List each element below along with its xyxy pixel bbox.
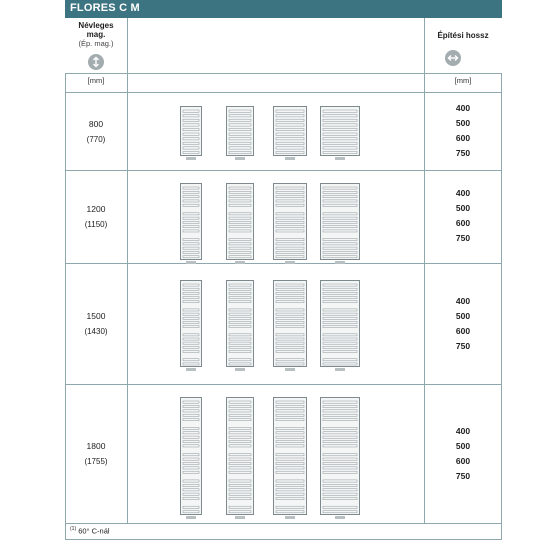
unit-right: [mm] — [454, 76, 472, 85]
size-value: 500 — [455, 311, 471, 321]
build-height: (1430) — [84, 327, 108, 336]
towel-radiator-drawing — [226, 280, 254, 367]
size-value: 750 — [455, 148, 471, 158]
radiator-dimension-mark — [186, 516, 196, 519]
header-label-line3: (Ép. mag.) — [78, 39, 114, 48]
towel-radiator-drawing — [226, 106, 254, 156]
towel-radiator-drawing — [320, 106, 360, 156]
radiator-dimension-mark — [235, 368, 245, 371]
size-list — [424, 424, 502, 484]
radiator-dimension-mark — [335, 157, 345, 160]
radiator-dimension-mark — [335, 516, 345, 519]
build-height: (770) — [86, 135, 106, 144]
row-divider — [65, 73, 502, 74]
column-divider-left — [127, 18, 128, 523]
radiator-dimension-mark — [285, 516, 295, 519]
vertical-arrows-icon — [88, 54, 104, 70]
towel-radiator-drawing — [180, 397, 202, 515]
towel-radiator-drawing — [273, 397, 307, 515]
radiator-dimension-mark — [186, 157, 196, 160]
header-build-length — [424, 18, 502, 73]
size-value: 500 — [455, 118, 471, 128]
row-divider — [65, 263, 502, 264]
towel-radiator-drawing — [226, 183, 254, 260]
size-value: 500 — [455, 203, 471, 213]
build-height: (1755) — [84, 457, 108, 466]
radiator-dimension-mark — [235, 157, 245, 160]
radiator-dimension-mark — [285, 157, 295, 160]
size-value: 400 — [455, 188, 471, 198]
size-value: 750 — [455, 233, 471, 243]
footnote-text: 60° C-nál — [76, 526, 110, 536]
radiator-dimension-mark — [285, 368, 295, 371]
size-value: 500 — [455, 441, 471, 451]
size-list — [424, 294, 502, 354]
towel-radiator-drawing — [226, 397, 254, 515]
size-list — [424, 186, 502, 246]
towel-radiator-drawing — [180, 280, 202, 367]
size-value: 600 — [455, 456, 471, 466]
radiator-dimension-mark — [235, 261, 245, 264]
towel-radiator-drawing — [180, 183, 202, 260]
product-title: FLORES C M — [70, 2, 140, 14]
row-height-800 — [65, 116, 127, 148]
towel-radiator-drawing — [320, 397, 360, 515]
radiator-dimension-mark — [186, 261, 196, 264]
towel-radiator-drawing — [273, 183, 307, 260]
header-label-line2: mag. — [86, 30, 106, 39]
unit-left: [mm] — [87, 76, 105, 85]
nominal-height: 1800 — [86, 441, 106, 451]
towel-radiator-drawing — [180, 106, 202, 156]
size-value: 750 — [455, 341, 471, 351]
horizontal-arrows-icon — [445, 50, 461, 66]
towel-radiator-drawing — [320, 183, 360, 260]
footnote — [70, 526, 110, 536]
size-value: 400 — [455, 426, 471, 436]
radiator-dimension-mark — [235, 516, 245, 519]
row-height-1200 — [65, 201, 127, 233]
towel-radiator-drawing — [320, 280, 360, 367]
size-value: 600 — [455, 326, 471, 336]
towel-radiator-drawing — [273, 280, 307, 367]
size-list — [424, 101, 502, 161]
nominal-height: 800 — [88, 119, 104, 129]
size-value: 600 — [455, 133, 471, 143]
row-divider — [65, 384, 502, 385]
size-value: 600 — [455, 218, 471, 228]
size-value: 400 — [455, 296, 471, 306]
title-bar — [65, 0, 502, 18]
row-divider — [65, 170, 502, 171]
nominal-height: 1500 — [86, 311, 106, 321]
towel-radiator-drawing — [273, 106, 307, 156]
row-height-1800 — [65, 438, 127, 470]
header-label-line1: Névleges — [78, 21, 114, 30]
radiator-dimension-mark — [335, 261, 345, 264]
size-value: 750 — [455, 471, 471, 481]
header-right-label: Építési hossz — [437, 31, 489, 40]
radiator-dimension-mark — [186, 368, 196, 371]
footnote-mark: (1) — [70, 526, 77, 532]
radiator-dimension-mark — [285, 261, 295, 264]
nominal-height: 1200 — [86, 204, 106, 214]
size-value: 400 — [455, 103, 471, 113]
row-height-1500 — [65, 308, 127, 340]
row-divider — [65, 92, 502, 93]
build-height: (1150) — [84, 220, 108, 229]
row-divider — [65, 523, 502, 524]
radiator-dimension-mark — [335, 368, 345, 371]
